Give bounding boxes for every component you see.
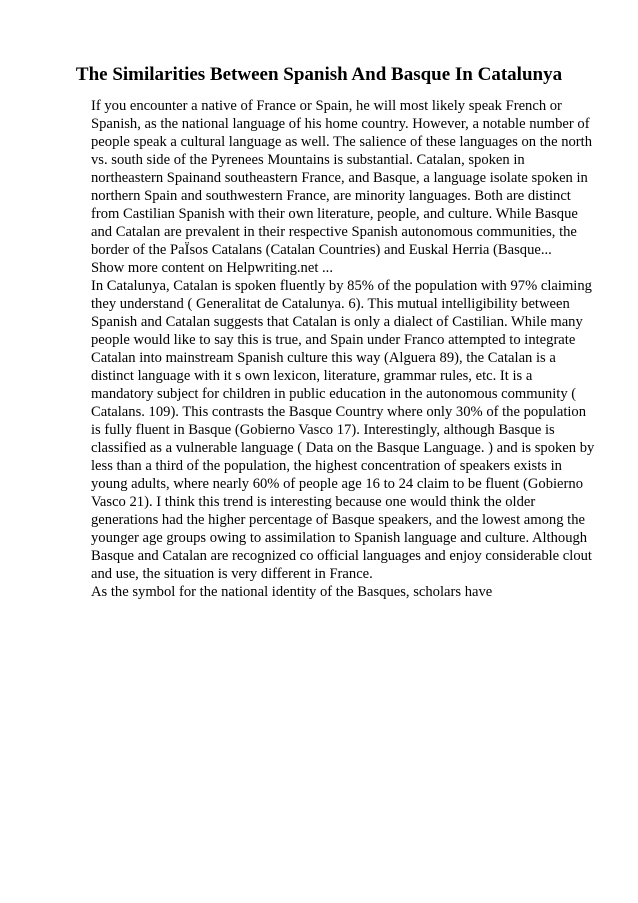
text-line: Show more content on Helpwriting.net ... — [91, 260, 333, 276]
text-line: If you encounter a native of France or Spain, he will most likely speak French or — [91, 98, 562, 114]
text-line: classified as a vulnerable language ( Data on the Basque Language. ) and is spoken by — [91, 440, 595, 456]
text-line: Spanish and Catalan suggests that Catalan is only a dialect of Castilian. While many — [91, 314, 583, 330]
text-line: is fully fluent in Basque (Gobierno Vasco 17). Interestingly, although Basque is — [91, 422, 555, 438]
text-line: Catalan into mainstream Spanish culture this way (Alguera 89), the Catalan is a — [91, 350, 556, 366]
text-line: from Castilian Spanish with their own literature, people, and culture. While Basque — [91, 206, 578, 222]
text-line: As the symbol for the national identity of the Basques, scholars have — [91, 584, 493, 600]
text-line: mandatory subject for children in public education in the autonomous community ( — [91, 386, 577, 402]
document-title: The Similarities Between Spanish And Basque In Catalunya — [75, 64, 563, 85]
paragraph — [91, 277, 601, 583]
text-line: In Catalunya, Catalan is spoken fluently by 85% of the population with 97% claiming — [91, 278, 592, 294]
text-line: young adults, where nearly 60% of people age 16 to 24 claim to be fluent (Gobierno — [91, 476, 583, 492]
text-line: they understand ( Generalitat de Catalunya. 6). This mutual intelligibility between — [91, 296, 570, 312]
text-line: Spanish, as the national language of his home country. However, a notable number of — [91, 116, 590, 132]
text-line: Basque and Catalan are recognized co official languages and enjoy considerable clout — [91, 548, 592, 564]
text-line: younger age groups owing to assimilation to Spanish language and culture. Although — [91, 530, 588, 546]
text-line: border of the PaÏsos Catalans (Catalan Countries) and Euskal Herria (Basque... — [91, 242, 552, 258]
text-line: Vasco 21). I think this trend is interesting because one would think the older — [91, 494, 536, 510]
text-line: northeastern Spainand southeastern France, and Basque, a language isolate spoken in — [91, 170, 588, 186]
paragraph — [91, 97, 601, 277]
text-line: people would like to say this is true, and Spain under Franco attempted to integrate — [91, 332, 576, 348]
text-line: and use, the situation is very different in France. — [91, 566, 373, 582]
text-line: distinct language with it s own lexicon, literature, grammar rules, etc. It is a — [91, 368, 533, 384]
paragraph — [91, 583, 601, 601]
text-line: generations had the higher percentage of Basque speakers, and the lowest among the — [91, 512, 585, 528]
text-line: people speak a cultural language as well. The salience of these languages on the north — [91, 134, 593, 150]
text-line: northern Spain and southwestern France, are minority languages. Both are distinct — [91, 188, 571, 204]
document-body — [91, 97, 601, 601]
text-line: vs. south side of the Pyrenees Mountains is substantial. Catalan, spoken in — [91, 152, 525, 168]
text-line: Catalans. 109). This contrasts the Basque Country where only 30% of the population — [91, 404, 587, 420]
text-line: and Catalan are prevalent in their respective Spanish autonomous communities, the — [91, 224, 577, 240]
text-line: less than a third of the population, the highest concentration of speakers exists in — [91, 458, 562, 474]
